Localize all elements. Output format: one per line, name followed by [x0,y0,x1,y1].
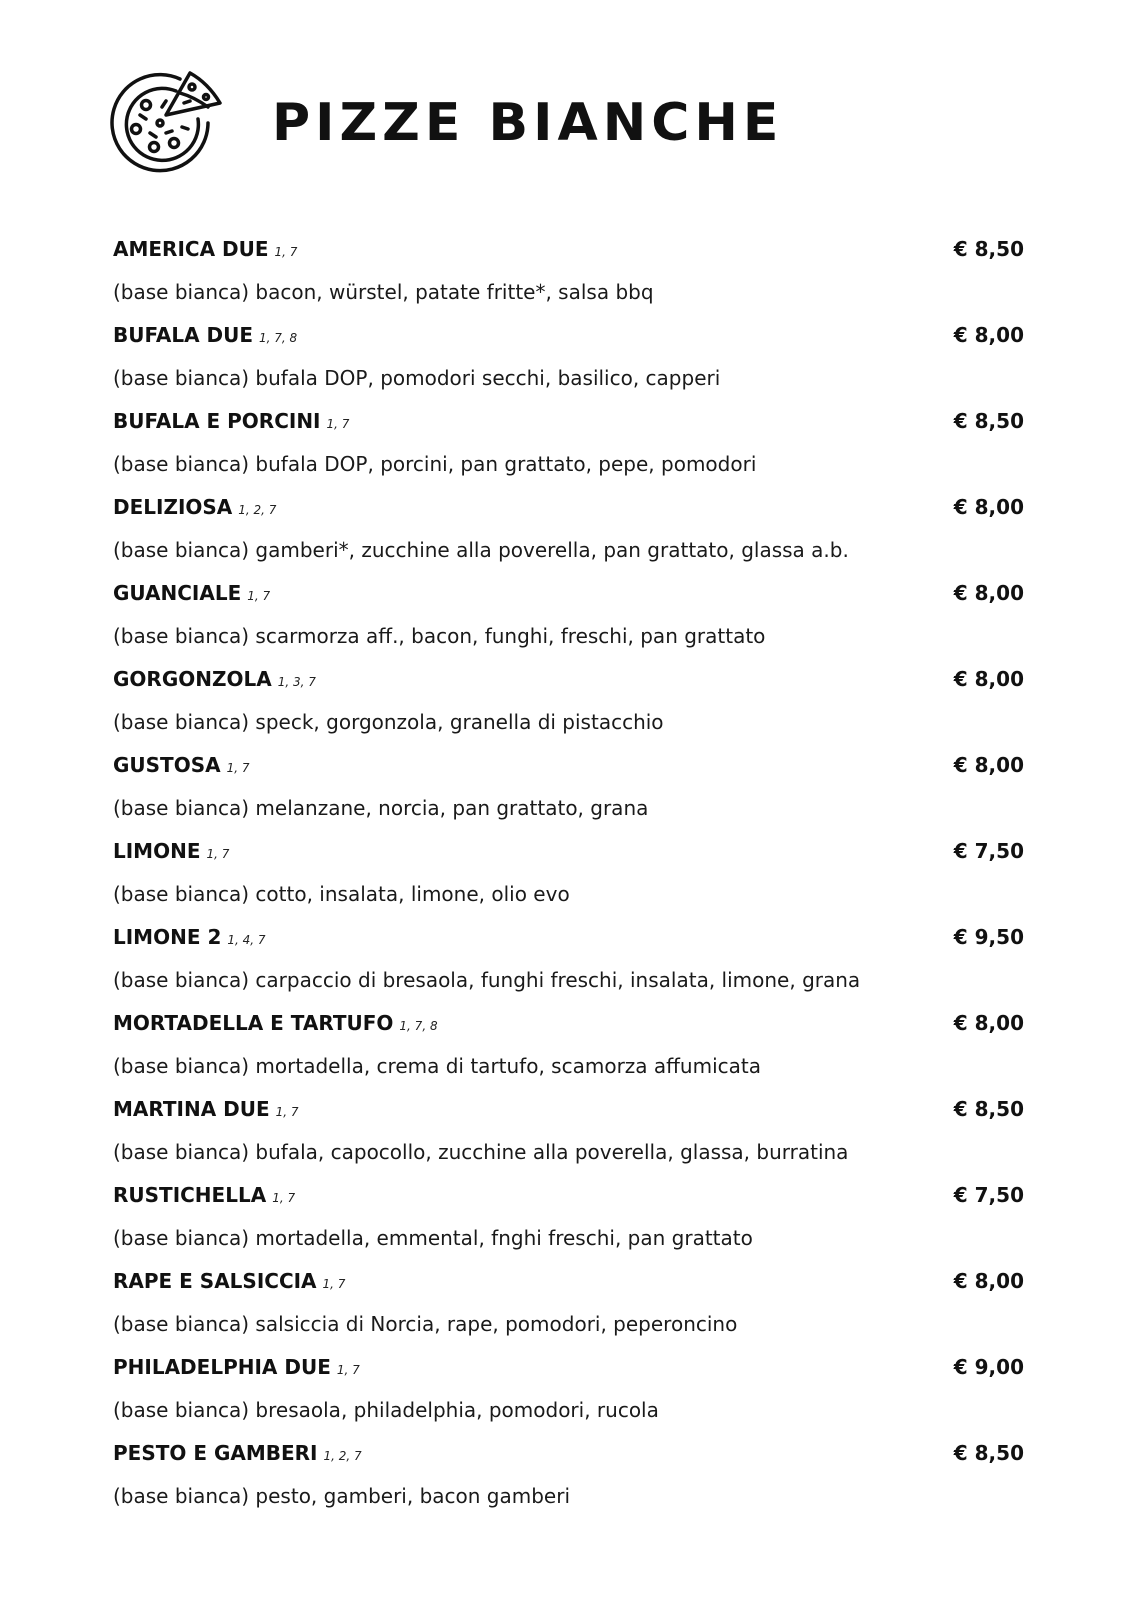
item-name-group [113,314,297,359]
item-description: (base bianca) cotto, insalata, limone, olio evo [113,882,570,906]
item-price: € 8,00 [953,581,1024,605]
item-name-group [113,228,297,273]
item-name-group [113,1002,438,1047]
item-name: DELIZIOSA [113,495,233,519]
item-price: € 8,00 [953,753,1024,777]
item-name-group [113,572,270,617]
item-price: € 9,50 [953,925,1024,949]
item-price: € 8,00 [953,1011,1024,1035]
menu-item [113,228,1024,314]
menu-item [113,1002,1024,1088]
item-name-group [113,830,229,875]
menu-item [113,658,1024,744]
item-name-group [113,744,250,789]
item-description: (base bianca) bufala DOP, porcini, pan grattato, pepe, pomodori [113,452,757,476]
item-name: PHILADELPHIA DUE [113,1355,331,1379]
menu-item [113,1346,1024,1432]
item-allergens: 1, 2, 7 [323,1449,362,1463]
item-description: (base bianca) mortadella, crema di tartufo, scamorza affumicata [113,1054,761,1078]
item-allergens: 1, 7, 8 [399,1019,438,1033]
item-description: (base bianca) bufala, capocollo, zucchine alla poverella, glassa, burratina [113,1140,849,1164]
item-price: € 7,50 [953,839,1024,863]
item-description: (base bianca) melanzane, norcia, pan grattato, grana [113,796,649,820]
item-description: (base bianca) bresaola, philadelphia, pomodori, rucola [113,1398,659,1422]
item-name: GUSTOSA [113,753,221,777]
item-name: LIMONE [113,839,201,863]
page-header [110,68,783,178]
item-price: € 8,00 [953,1269,1024,1293]
menu-item [113,1088,1024,1174]
item-description: (base bianca) salsiccia di Norcia, rape, pomodori, peperoncino [113,1312,738,1336]
item-price: € 8,50 [953,237,1024,261]
item-price: € 8,00 [953,495,1024,519]
item-allergens: 1, 2, 7 [238,503,277,517]
menu-item [113,572,1024,658]
item-name: RAPE E SALSICCIA [113,1269,317,1293]
item-description: (base bianca) bacon, würstel, patate fritte*, salsa bbq [113,280,654,304]
item-description: (base bianca) carpaccio di bresaola, funghi freschi, insalata, limone, grana [113,968,861,992]
item-name-group [113,916,266,961]
item-allergens: 1, 7 [326,417,350,431]
item-name: GUANCIALE [113,581,242,605]
menu-item [113,1432,1024,1518]
item-price: € 8,50 [953,1441,1024,1465]
item-allergens: 1, 7 [206,847,230,861]
item-allergens: 1, 7 [247,589,271,603]
menu-item [113,744,1024,830]
item-price: € 8,50 [953,1097,1024,1121]
item-name-group [113,400,349,445]
item-description: (base bianca) gamberi*, zucchine alla poverella, pan grattato, glassa a.b. [113,538,849,562]
menu-item [113,830,1024,916]
item-name: RUSTICHELLA [113,1183,267,1207]
menu-item [113,314,1024,400]
item-description: (base bianca) speck, gorgonzola, granella di pistacchio [113,710,664,734]
menu-item [113,1174,1024,1260]
item-description: (base bianca) bufala DOP, pomodori secchi, basilico, capperi [113,366,721,390]
menu-item [113,400,1024,486]
item-name: PESTO E GAMBERI [113,1441,318,1465]
item-allergens: 1, 7 [272,1191,296,1205]
item-allergens: 1, 3, 7 [277,675,316,689]
item-name-group [113,1260,345,1305]
item-allergens: 1, 7 [274,245,298,259]
item-name: AMERICA DUE [113,237,269,261]
item-name-group [113,1088,299,1133]
item-description: (base bianca) mortadella, emmental, fnghi freschi, pan grattato [113,1226,753,1250]
item-name: LIMONE 2 [113,925,222,949]
item-price: € 8,00 [953,323,1024,347]
menu-item [113,486,1024,572]
item-name-group [113,1174,295,1219]
item-name: MORTADELLA E TARTUFO [113,1011,394,1035]
item-name: GORGONZOLA [113,667,272,691]
item-allergens: 1, 7 [336,1363,360,1377]
item-price: € 8,00 [953,667,1024,691]
item-name-group [113,486,276,531]
item-name-group [113,1432,362,1477]
item-price: € 9,00 [953,1355,1024,1379]
item-description: (base bianca) scarmorza aff., bacon, funghi, freschi, pan grattato [113,624,766,648]
item-description: (base bianca) pesto, gamberi, bacon gamberi [113,1484,571,1508]
item-allergens: 1, 7 [275,1105,299,1119]
page-title: PIZZE BIANCHE [272,93,784,153]
item-allergens: 1, 7 [226,761,250,775]
item-allergens: 1, 4, 7 [227,933,266,947]
item-price: € 8,50 [953,409,1024,433]
item-name-group [113,658,316,703]
item-allergens: 1, 7 [322,1277,346,1291]
item-name-group [113,1346,360,1391]
menu-list [113,228,1024,1518]
item-price: € 7,50 [953,1183,1024,1207]
item-allergens: 1, 7, 8 [259,331,298,345]
item-name: MARTINA DUE [113,1097,270,1121]
menu-item [113,1260,1024,1346]
item-name: BUFALA DUE [113,323,254,347]
item-name: BUFALA E PORCINI [113,409,321,433]
menu-item [113,916,1024,1002]
pizza-icon [110,67,222,179]
